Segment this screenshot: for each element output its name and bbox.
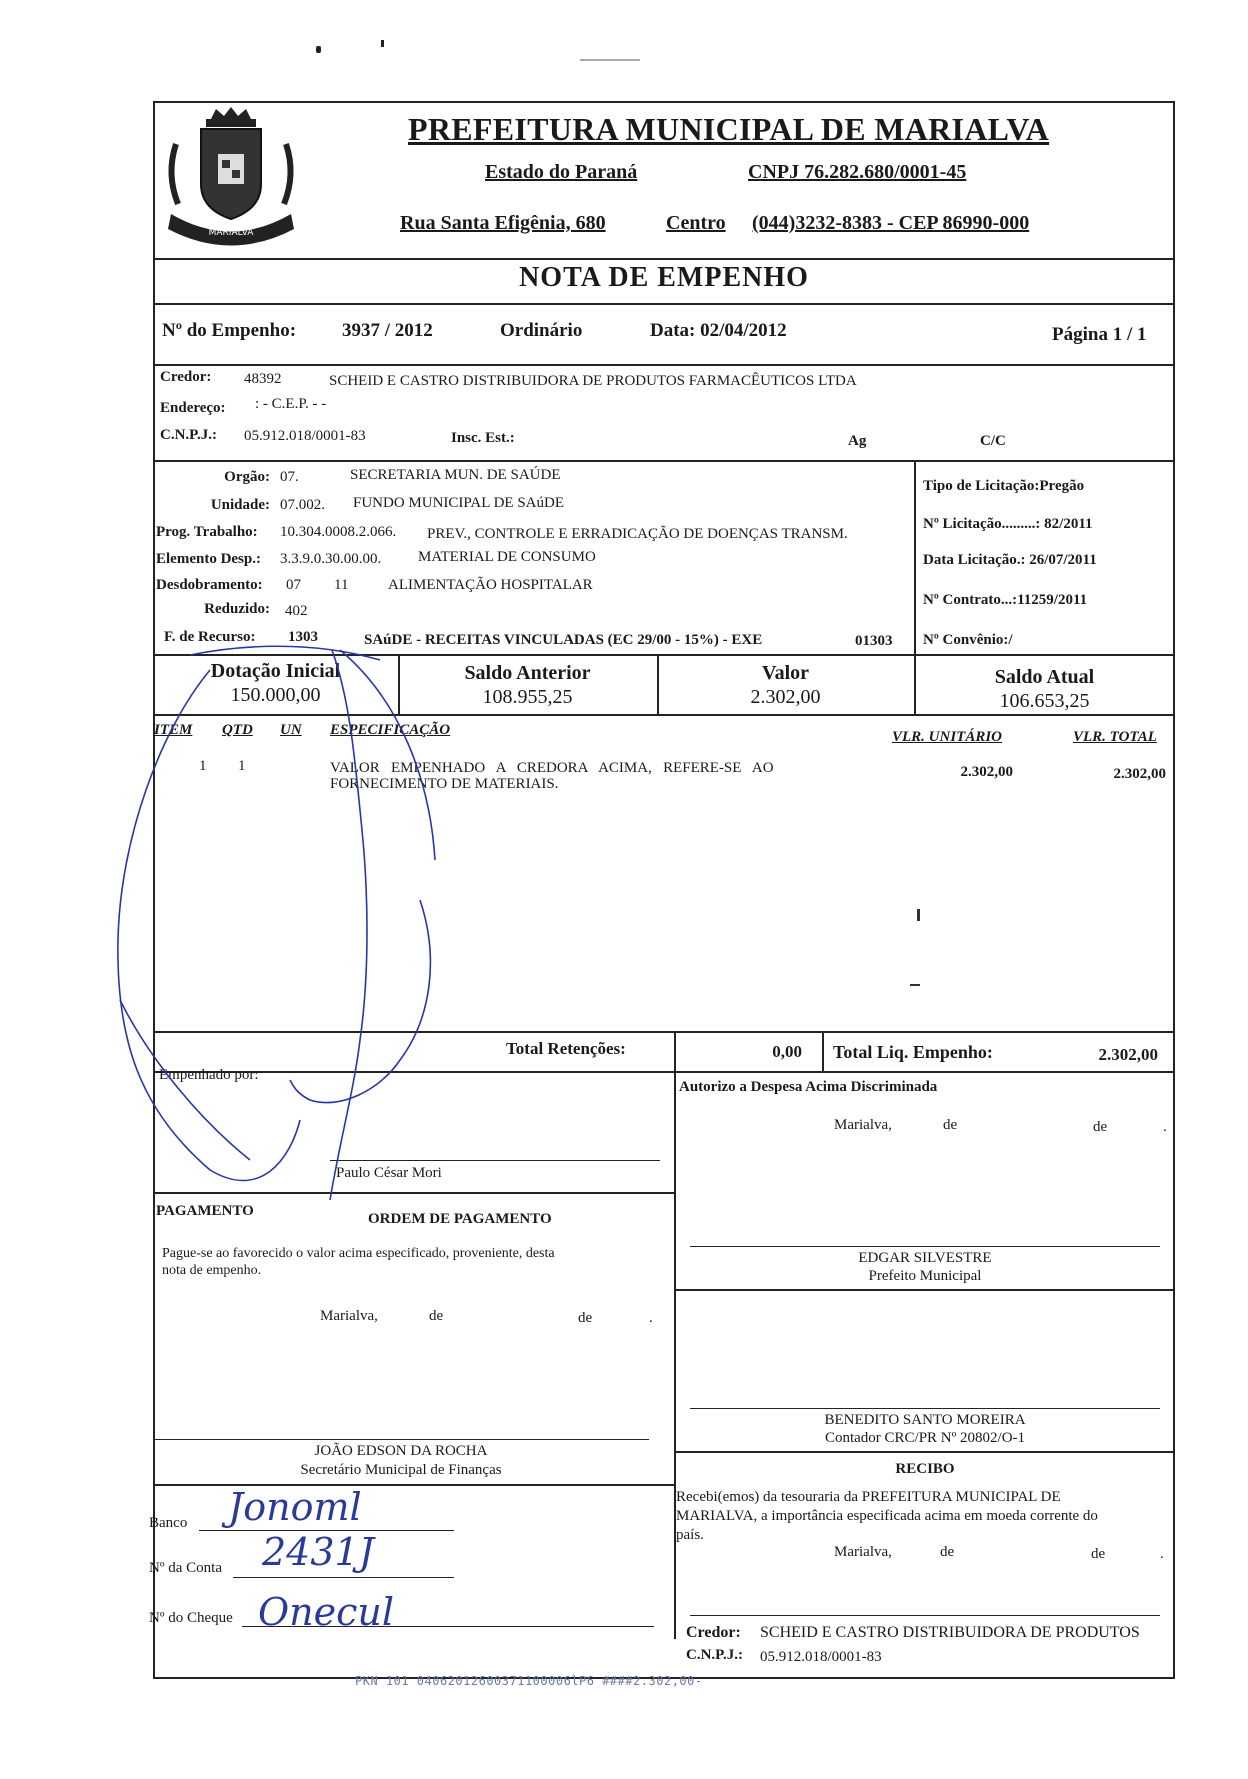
col-header-vlr-total: VLR. TOTAL: [1073, 729, 1157, 745]
conta-handwritten: 2431J: [262, 1530, 374, 1574]
saldo-anterior-label: Saldo Anterior: [464, 662, 591, 684]
recibo-dot: .: [1160, 1546, 1164, 1562]
total-retencoes-label: Total Retenções:: [506, 1039, 626, 1058]
conta-label: Nº da Conta: [149, 1560, 222, 1576]
orgao-code: 07.: [280, 469, 299, 485]
credor-cnpj-label: C.N.P.J.:: [160, 427, 217, 443]
scan-mark-3: [580, 59, 640, 61]
recibo-credor-name: SCHEID E CASTRO DISTRIBUIDORA DE PRODUTOS: [760, 1624, 1140, 1641]
empenhado-por-name: Paulo César Mori: [336, 1165, 442, 1181]
scan-speck-2: [910, 984, 920, 986]
recibo-cnpj-value: 05.912.018/0001-83: [760, 1649, 882, 1665]
table-row-spec-line1: VALOR EMPENHADO A CREDORA ACIMA, REFERE-SE AO: [330, 760, 774, 776]
saldo-atual-value: 106.653,25: [999, 690, 1090, 712]
financas-signer: JOÃO EDSON DA ROCHA: [314, 1443, 488, 1459]
col-header-un: UN: [280, 722, 302, 738]
recibo-de-2: de: [1091, 1546, 1106, 1562]
pagamento-place: Marialva,: [320, 1308, 378, 1324]
reduzido-label: Reduzido:: [204, 601, 270, 617]
credor-cnpj: 05.912.018/0001-83: [244, 428, 366, 444]
banco-label: Banco: [149, 1515, 188, 1531]
elemento-desp-name: MATERIAL DE CONSUMO: [418, 549, 596, 565]
desdobramento-sub: 11: [334, 577, 349, 593]
doc-title: NOTA DE EMPENHO: [519, 262, 809, 293]
recibo-title: RECIBO: [895, 1461, 955, 1477]
saldo-atual-label: Saldo Atual: [994, 666, 1095, 688]
banco-handwritten: Jonoml: [228, 1485, 362, 1529]
street-address: Rua Santa Efigênia, 680: [400, 212, 606, 234]
recurso-code: 1303: [288, 629, 318, 645]
recurso-label: F. de Recurso:: [164, 629, 256, 645]
phone-cep: (044)3232-8383 - CEP 86990-000: [752, 212, 1030, 234]
elemento-desp-label: Elemento Desp.:: [156, 551, 261, 567]
municipal-crest-icon: [156, 104, 306, 254]
agencia-label: Ag: [848, 433, 867, 449]
unidade-name: FUNDO MUNICIPAL DE SAúDE: [353, 495, 564, 511]
pagamento-de-2: de: [578, 1310, 593, 1326]
recibo-place: Marialva,: [834, 1544, 892, 1560]
credor-label: Credor:: [160, 369, 212, 385]
endereco-value: : - C.E.P. - -: [255, 396, 327, 412]
contador-role: Contador CRC/PR Nº 20802/O-1: [824, 1430, 1026, 1446]
desdobramento-label: Desdobramento:: [156, 577, 263, 593]
empenhado-por-label: Empenhado por:: [159, 1067, 259, 1083]
prefeitura-cnpj: CNPJ 76.282.680/0001-45: [748, 161, 967, 183]
data-licitacao: Data Licitação.: 26/07/2011: [923, 552, 1097, 568]
contador-signer: BENEDITO SANTO MOREIRA: [824, 1412, 1026, 1428]
recurso-code-2: 01303: [855, 633, 893, 649]
orgao-name: SECRETARIA MUN. DE SAÚDE: [350, 467, 561, 483]
prog-trabalho-name: PREV., CONTROLE E ERRADICAÇÃO DE DOENÇAS TRANSM.: [427, 526, 848, 542]
cheque-label: Nº do Cheque: [149, 1610, 233, 1626]
state-name: Estado do Paraná: [485, 161, 638, 183]
prefeito-role: Prefeito Municipal: [868, 1268, 982, 1284]
orgao-label: Orgão:: [224, 469, 270, 485]
table-row-item: 1: [199, 758, 207, 774]
total-liq-empenho-value: 2.302,00: [1098, 1045, 1158, 1064]
table-row-qtd: 1: [238, 758, 246, 774]
dotacao-inicial-value: 150.000,00: [230, 684, 321, 706]
table-row-unit-value: 2.302,00: [960, 764, 1013, 780]
autorizo-title: Autorizo a Despesa Acima Discriminada: [679, 1079, 938, 1095]
numero-convenio: Nº Convênio:/: [923, 632, 1013, 648]
financas-role: Secretário Municipal de Finanças: [300, 1462, 502, 1478]
desdobramento-name: ALIMENTAÇÃO HOSPITALAR: [388, 577, 593, 593]
credor-name: SCHEID E CASTRO DISTRIBUIDORA DE PRODUTOS FARMACÊUTICOS LTDA: [329, 373, 857, 389]
autorizo-de-1: de: [943, 1117, 958, 1133]
col-header-especificacao: ESPECIFICAÇÃO: [330, 722, 451, 738]
col-header-qtd: QTD: [222, 722, 253, 738]
recibo-text-line2: MARIALVA, a importância especificada acima em moeda corrente do: [676, 1508, 1098, 1524]
autorizo-dot: .: [1163, 1119, 1167, 1135]
scan-mark-1: [316, 46, 321, 53]
pagamento-text-line2: nota de empenho.: [162, 1263, 262, 1278]
credor-code: 48392: [244, 371, 282, 387]
insc-est-label: Insc. Est.:: [451, 430, 515, 446]
total-liq-empenho-label: Total Liq. Empenho:: [833, 1042, 993, 1062]
saldo-anterior-value: 108.955,25: [482, 686, 573, 708]
recibo-credor-label: Credor:: [686, 1624, 741, 1641]
recurso-name: SAúDE - RECEITAS VINCULADAS (EC 29/00 - 15%) - EXE: [364, 632, 763, 648]
numero-contrato: Nº Contrato...:11259/2011: [923, 592, 1088, 608]
col-header-vlr-unitario: VLR. UNITÁRIO: [892, 729, 1003, 745]
recibo-cnpj-label: C.N.P.J.:: [686, 1647, 743, 1663]
unidade-code: 07.002.: [280, 497, 325, 513]
ordem-pagamento-title: ORDEM DE PAGAMENTO: [368, 1211, 552, 1227]
valor-label: Valor: [761, 662, 810, 684]
pagamento-dot: .: [649, 1310, 653, 1326]
pagamento-text-line1: Pague-se ao favorecido o valor acima especificado, proveniente, desta: [162, 1246, 555, 1261]
empenho-number: 3937 / 2012: [342, 320, 433, 341]
numero-licitacao: Nº Licitação.........: 82/2011: [923, 516, 1093, 532]
recibo-text-line1: Recebi(emos) da tesouraria da PREFEITURA MUNICIPAL DE: [676, 1489, 1061, 1505]
table-row-spec-line2: FORNECIMENTO DE MATERIAIS.: [330, 776, 559, 792]
ink-signature-scribble: [100, 640, 500, 1200]
empenho-type: Ordinário: [500, 320, 583, 341]
pagamento-title: PAGAMENTO: [156, 1203, 254, 1219]
empenho-date: Data: 02/04/2012: [650, 320, 787, 341]
pagamento-de-1: de: [429, 1308, 444, 1324]
elemento-desp-code: 3.3.9.0.30.00.00.: [280, 551, 382, 567]
prefeitura-title: PREFEITURA MUNICIPAL DE MARIALVA: [408, 111, 1050, 147]
svg-text:MARIALVA: MARIALVA: [208, 228, 254, 238]
recibo-text-line3: país.: [676, 1527, 704, 1543]
unidade-label: Unidade:: [210, 497, 270, 513]
table-row-total-value: 2.302,00: [1113, 766, 1166, 782]
desdobramento-code: 07: [286, 577, 301, 593]
empenho-number-label: Nº do Empenho:: [162, 320, 297, 341]
prog-trabalho-label: Prog. Trabalho:: [156, 524, 258, 540]
scan-mark-2: [381, 40, 384, 47]
prog-trabalho-code: 10.304.0008.2.066.: [280, 524, 397, 540]
recibo-de-1: de: [940, 1544, 955, 1560]
tipo-licitacao: Tipo de Licitação:Pregão: [923, 478, 1085, 494]
district: Centro: [666, 212, 726, 234]
autorizo-place: Marialva,: [834, 1117, 892, 1133]
autorizo-de-2: de: [1093, 1119, 1108, 1135]
total-retencoes-value: 0,00: [772, 1042, 802, 1061]
page-number: Página 1 / 1: [1052, 324, 1147, 345]
col-header-item: ITEM: [154, 722, 193, 738]
reduzido-value: 402: [285, 603, 308, 619]
bank-processing-stamp: PKN 101 04062012600371100006lP6 ####2.302,00-: [355, 1674, 703, 1688]
dotacao-inicial-label: Dotação Inicial: [210, 660, 341, 682]
conta-corrente-label: C/C: [980, 433, 1006, 449]
cheque-handwritten: Onecul: [258, 1590, 395, 1634]
scan-speck-1: [917, 909, 920, 921]
valor-value: 2.302,00: [750, 686, 821, 708]
endereco-label: Endereço:: [160, 400, 226, 416]
prefeito-signer: EDGAR SILVESTRE: [858, 1250, 992, 1266]
